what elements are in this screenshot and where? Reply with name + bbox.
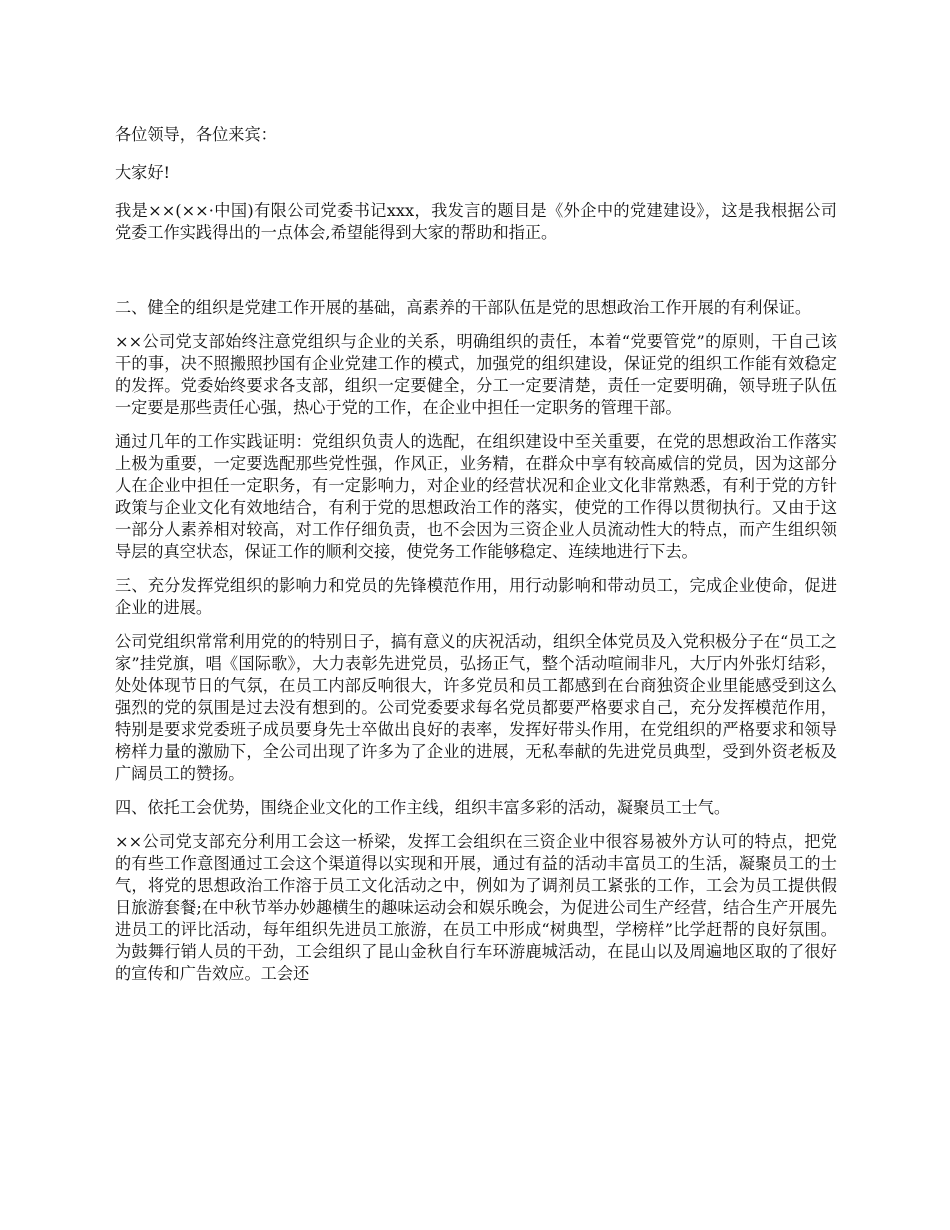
intro-paragraph: 我是××(××·中国)有限公司党委书记xxx，我发言的题目是《外企中的党建建设》，这是我根据公司党委工作实践得出的一点体会,希望能得到大家的帮助和指正。 [115, 201, 837, 242]
section-4-heading: 四、依托工会优势，围绕企业文化的工作主线，组织丰富多彩的活动，凝聚员工士气。 [115, 798, 731, 817]
section-4-paragraph-1: ××公司党支部充分利用工会这一桥梁，发挥工会组织在三资企业中很容易被外方认可的特点，把党的有些工作意图通过工会这个渠道得以实现和开展，通过有益的活动丰富员工的生活，凝聚员工的士气，将党的思想政治工作溶于员工文化活动之中，例如为了调剂员工紧张的工作，工会为员工提供假日旅游套餐;在中秋节举办妙趣横生的趣味运动会和娱乐晚会，为促进公司生产经营，结合生产开展先进员工的评比活动，每年组织先进员工旅游，在员工中形成“树典型，学榜样”比学赶帮的良好氛围。为鼓舞行销人员的干劲，工会组织了昆山金秋自行车环游鹿城活动，在昆山以及周遍地区取的了很好的宣传和广告效应。工会还 [115, 832, 837, 983]
section-2-heading: 二、健全的组织是党建工作开展的基础，高素养的干部队伍是党的思想政治工作开展的有利保证。 [115, 298, 812, 317]
section-2-paragraph-2: 通过几年的工作实践证明：党组织负责人的选配，在组织建设中至关重要，在党的思想政治工作落实上极为重要，一定要选配那些党性强，作风正，业务精，在群众中享有较高威信的党员，因为这部分人在企业中担任一定职务，有一定影响力，对企业的经营状况和企业文化非常熟悉，有利于党的方针政策与企业文化有效地结合，有利于党的思想政治工作的落实，使党的工作得以贯彻执行。又由于这一部分人素养相对较高，对工作仔细负责，也不会因为三资企业人员流动性大的特点，而产生组织领导层的真空状态，保证工作的顺利交接，使党务工作能够稳定、连续地进行下去。 [115, 432, 837, 561]
section-2-paragraph-1: ××公司党支部始终注意党组织与企业的关系，明确组织的责任，本着“党要管党”的原则，干自己该干的事，决不照搬照抄国有企业党建工作的模式，加强党的组织建设，保证党的组织工作能有效稳定的发挥。党委始终要求各支部，组织一定要健全，分工一定要清楚，责任一定要明确，领导班子队伍一定要是那些责任心强，热心于党的工作，在企业中担任一定职务的管理干部。 [115, 332, 837, 417]
document-page [115, 124, 837, 997]
section-3-paragraph-1: 公司党组织常常利用党的的特别日子，搞有意义的庆祝活动，组织全体党员及入党积极分子在“员工之家”挂党旗，唱《国际歌》，大力表彰先进党员，弘扬正气，整个活动喧闹非凡，大厅内外张灯结彩，处处体现节日的气氛，在员工内部反响很大，许多党员和员工都感到在台商独资企业里能感受到这么强烈的党的氛围是过去没有想到的。公司党委要求每名党员都要严格要求自己，充分发挥模范作用，特别是要求党委班子成员要身先士卒做出良好的表率，发挥好带头作用，在党组织的严格要求和领导榜样力量的激励下，全公司出现了许多为了企业的进展，无私奉献的先进党员典型，受到外资老板及广阔员工的赞扬。 [115, 632, 837, 783]
section-3-heading: 三、充分发挥党组织的影响力和党员的先锋模范作用，用行动影响和带动员工，完成企业使命，促进企业的进展。 [115, 576, 837, 617]
greeting-line: 各位领导，各位来宾： [115, 125, 277, 144]
hello-line: 大家好! [115, 163, 171, 182]
